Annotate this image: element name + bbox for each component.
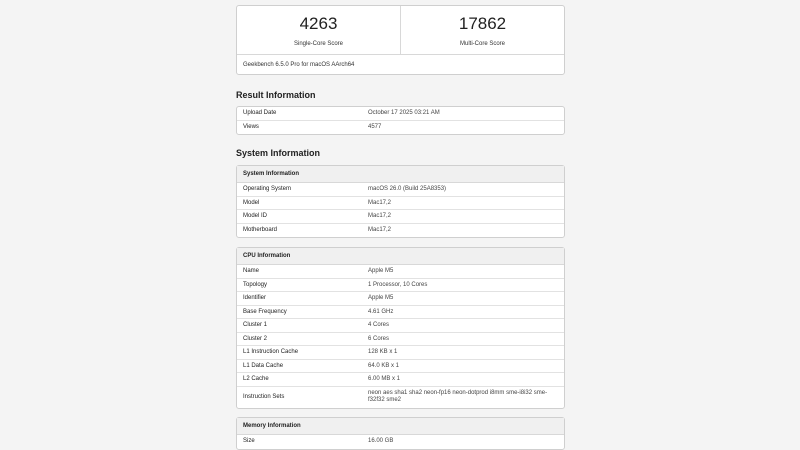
row-key: Instruction Sets [243, 394, 285, 400]
table-row [237, 107, 564, 121]
system-information-header: System Information [237, 166, 564, 183]
row-value: neon aes sha1 sha2 neon-fp16 neon-dotprod i8mm sme-i8i32 sme-f32f32 sme2 [368, 390, 548, 403]
row-key: Operating System [243, 186, 292, 192]
single-core-score-value: 4263 [299, 14, 338, 33]
table-row [237, 121, 564, 135]
row-key: L2 Cache [243, 376, 269, 382]
table-row [237, 197, 564, 211]
row-value: 1 Processor, 10 Cores [368, 281, 428, 288]
row-key: L1 Instruction Cache [243, 349, 299, 355]
table-row [237, 306, 564, 320]
table-row [237, 210, 564, 224]
table-row [237, 183, 564, 197]
cpu-information-header: CPU Information [237, 248, 564, 265]
memory-information-header: Memory Information [237, 418, 564, 435]
row-value: October 17 2025 03:21 AM [368, 110, 440, 116]
memory-information-table [236, 417, 565, 450]
row-value: 6.00 MB x 1 [368, 376, 401, 382]
row-value: Mac17,2 [368, 199, 392, 206]
result-information-table [236, 106, 565, 135]
multi-core-score-label: Multi-Core Score [459, 41, 505, 47]
row-key: Views [243, 123, 259, 130]
row-value: 64.0 KB x 1 [368, 362, 400, 369]
row-value: 4 Cores [368, 322, 390, 328]
row-key: Model ID [243, 213, 268, 219]
benchmark-version: Geekbench 6.5.0 Pro for macOS AArch64 [243, 62, 355, 68]
single-core-score [237, 6, 400, 54]
row-key: Topology [243, 281, 268, 288]
row-key: Motherboard [243, 226, 278, 233]
table-row [237, 360, 564, 374]
table-row [237, 265, 564, 279]
row-key: Model [243, 199, 260, 206]
row-value: macOS 26.0 (Build 25A8353) [368, 186, 447, 192]
row-value: Apple M5 [368, 268, 394, 274]
system-information-table [236, 165, 565, 238]
row-value: 6 Cores [368, 335, 390, 342]
table-row [237, 224, 564, 238]
multi-core-score-value: 17862 [458, 14, 507, 33]
row-value: Apple M5 [368, 295, 394, 301]
row-key: Name [243, 268, 260, 274]
row-value: 128 KB x 1 [368, 349, 398, 355]
table-row [237, 279, 564, 293]
row-key: Cluster 1 [243, 322, 268, 328]
table-row [237, 292, 564, 306]
row-value: 4.61 GHz [368, 308, 394, 315]
row-key: Identifier [243, 295, 267, 301]
table-row [237, 333, 564, 347]
cpu-information-table [236, 247, 565, 409]
row-value: Mac17,2 [368, 226, 392, 233]
table-row [237, 319, 564, 333]
multi-core-score [400, 6, 564, 54]
table-row [237, 346, 564, 360]
row-key: Cluster 2 [243, 335, 268, 342]
table-row [237, 435, 564, 449]
result-information-title: Result Information [236, 90, 316, 100]
table-row [237, 387, 564, 408]
row-key: Size [243, 438, 255, 444]
row-value: Mac17,2 [368, 213, 392, 219]
row-value: 16.00 GB [368, 438, 394, 444]
row-key: Base Frequency [243, 308, 287, 315]
table-row [237, 373, 564, 387]
scores-row [237, 6, 564, 55]
row-key: Upload Date [243, 110, 277, 116]
single-core-score-label: Single-Core Score [293, 41, 344, 47]
score-card [236, 5, 565, 75]
system-information-title: System Information [236, 148, 321, 158]
row-key: L1 Data Cache [243, 362, 284, 369]
row-value: 4577 [368, 123, 382, 130]
